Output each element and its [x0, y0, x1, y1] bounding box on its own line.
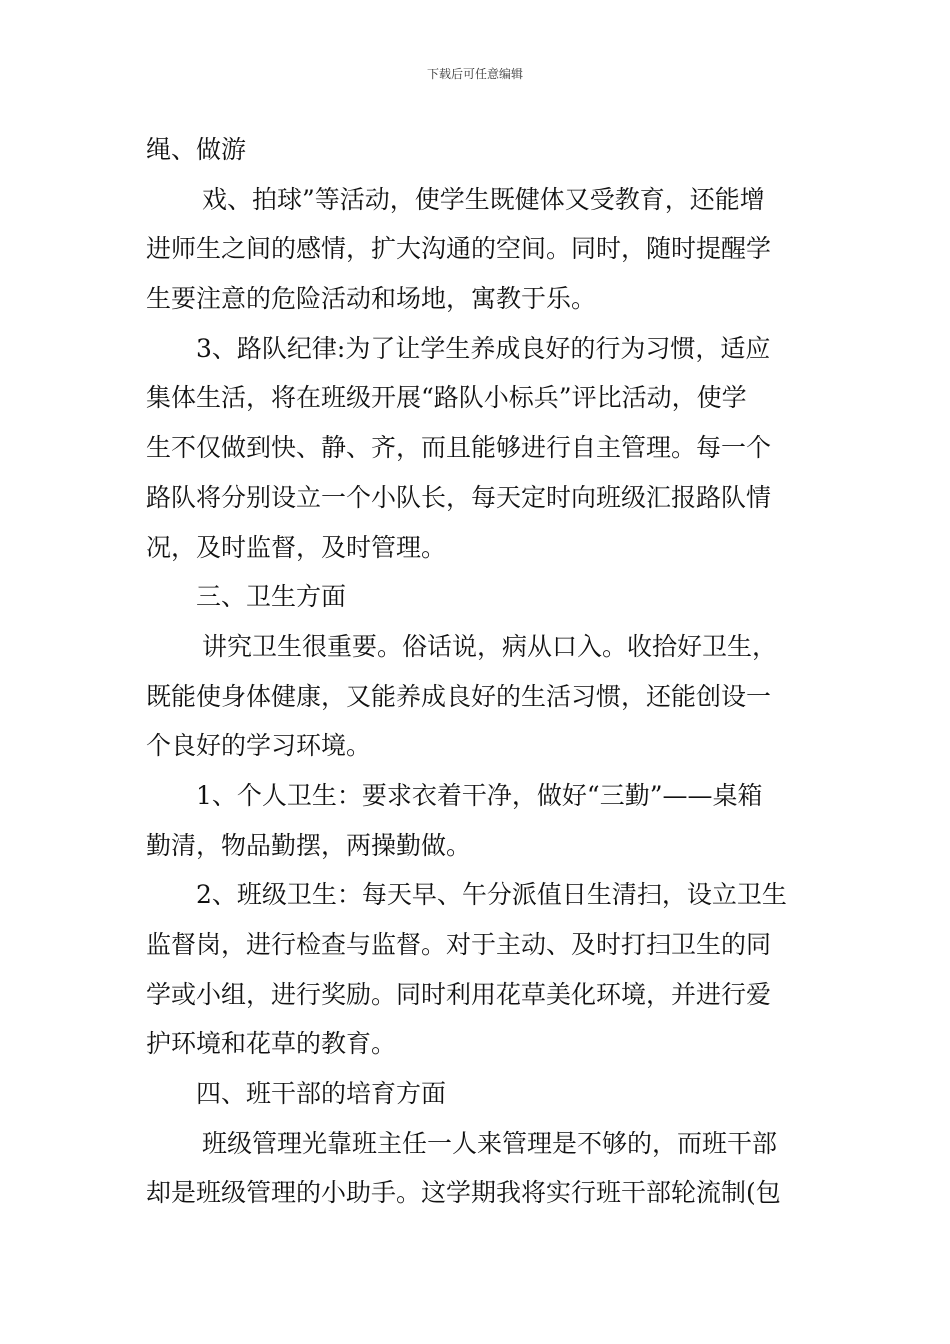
text-line: 学或小组，进行奖励。同时利用花草美化环境，并进行爱: [146, 979, 772, 1009]
text-line: 路队将分别设立一个小队长，每天定时向班级汇报路队情: [146, 482, 772, 512]
text-line: 监督岗，进行检查与监督。对于主动、及时打扫卫生的同: [146, 930, 772, 959]
text-line: 况，及时监督，及时管理。: [146, 532, 447, 562]
text-line: 1、个人卫生：要求衣着干净，做好“三勤”——桌箱: [196, 780, 763, 810]
text-line: 进师生之间的感情，扩大沟通的空间。同时，随时提醒学: [146, 234, 772, 264]
text-line: 戏、拍球”等活动，使学生既健体又受教育，还能增: [202, 184, 765, 214]
text-line: 护环境和花草的教育。: [146, 1029, 397, 1059]
text-line: 2、班级卫生：每天早、午分派值日生清扫，设立卫生: [196, 880, 787, 910]
text-line: 却是班级管理的小助手。这学期我将实行班干部轮流制(包: [146, 1178, 781, 1208]
text-line: 生不仅做到快、静、齐，而且能够进行自主管理。每一个: [146, 433, 772, 463]
text-line: 既能使身体健康，又能养成良好的生活习惯，还能创设一: [146, 681, 772, 711]
section-heading: 三、卫生方面: [196, 582, 347, 612]
text-line: 勤清，物品勤摆，两操勤做。: [146, 830, 472, 860]
text-line: 个良好的学习环境。: [146, 731, 372, 761]
text-line: 班级管理光靠班主任一人来管理是不够的，而班干部: [202, 1128, 778, 1158]
text-line: 3、路队纪律:为了让学生养成良好的行为习惯，适应: [196, 333, 771, 363]
text-line: 集体生活，将在班级开展“路队小标兵”评比活动，使学: [146, 383, 747, 413]
document-body: [146, 125, 808, 1218]
text-line: 讲究卫生很重要。俗话说，病从口入。收拾好卫生，: [202, 631, 778, 661]
text-line: 绳、做游: [146, 135, 247, 164]
text-line: 生要注意的危险活动和场地，寓教于乐。: [146, 284, 597, 314]
page-header-note: 下载后可任意编辑: [426, 67, 523, 81]
section-heading: 四、班干部的培育方面: [196, 1079, 447, 1109]
